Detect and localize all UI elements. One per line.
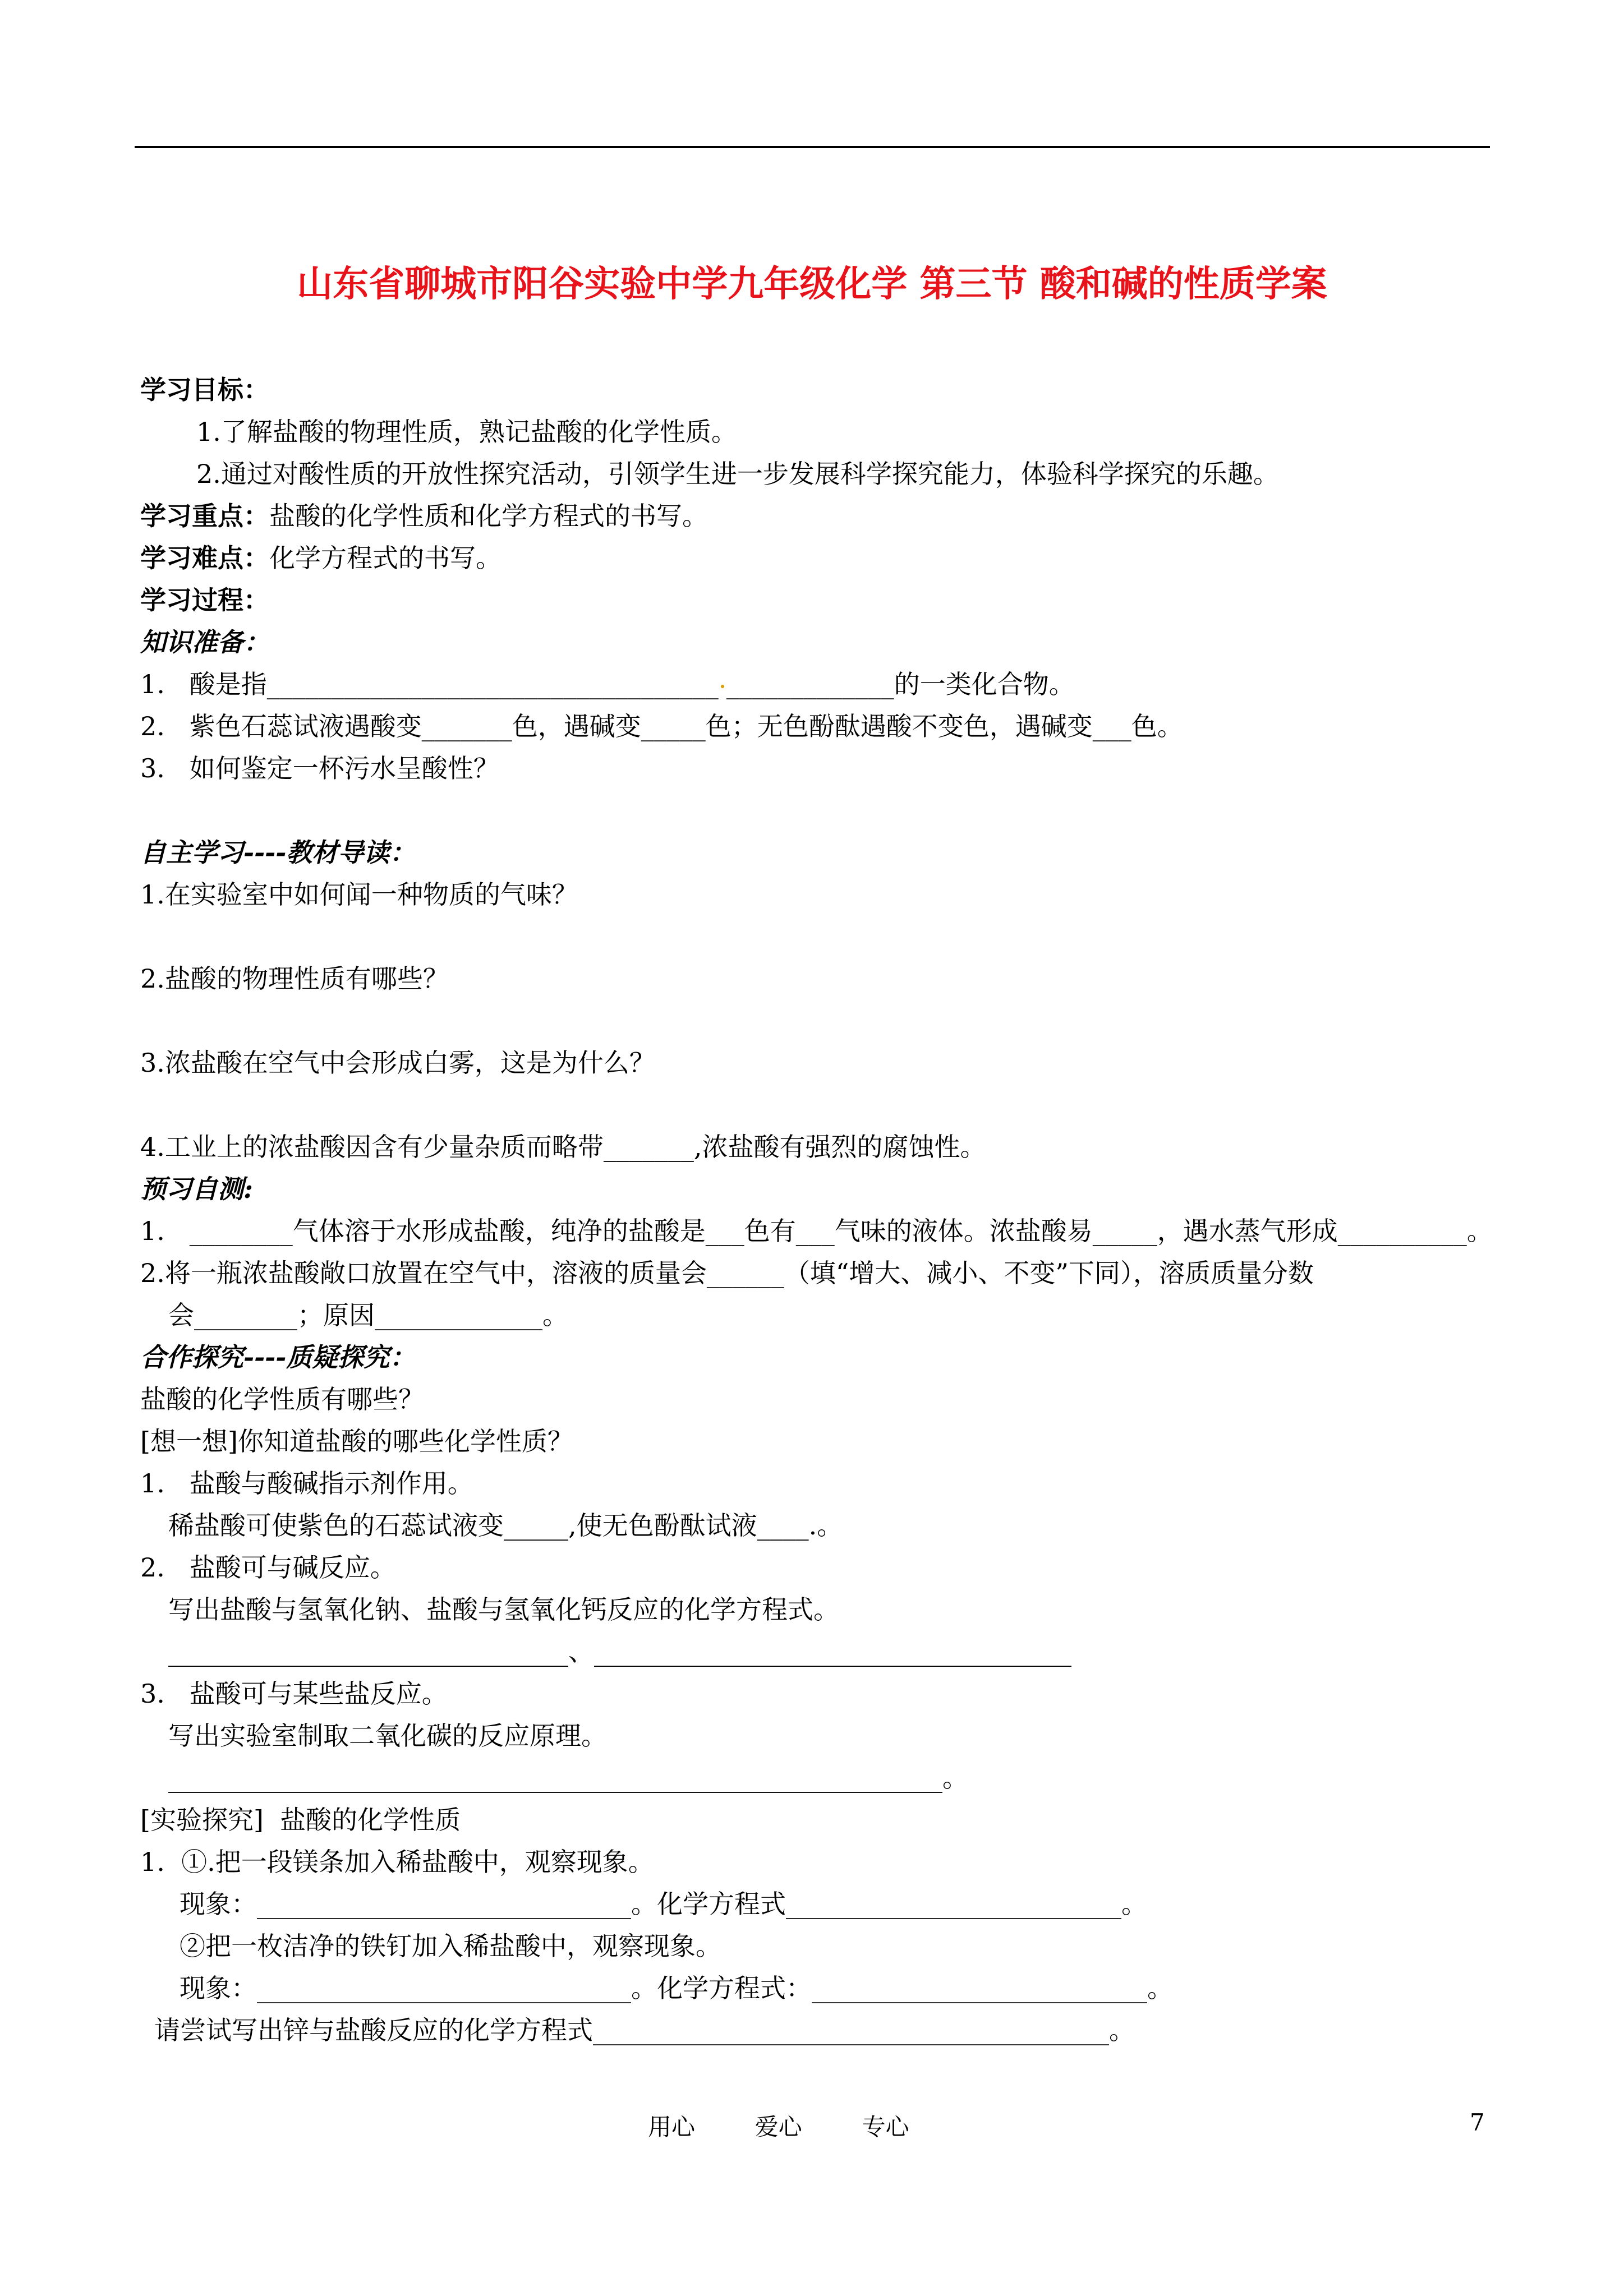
difficulty-line [140, 541, 502, 575]
chem-prop-2b: _______________________________、_____________________________________ [168, 1636, 1071, 1667]
goals-label: 学习目标： [140, 375, 269, 405]
self-2: 2.盐酸的物理性质有哪些？ [140, 963, 449, 994]
prep-3: 3. 如何鉴定一杯污水呈酸性？ [140, 753, 499, 783]
footer-motto: 用心 爱心 专心 [648, 2113, 909, 2141]
difficulty-text: 化学方程式的书写。 [269, 543, 502, 573]
difficulty-label: 学习难点： [140, 543, 269, 573]
prep-1-a: 1. 酸是指___________________________________ [140, 669, 719, 699]
self-3: 3.浓盐酸在空气中会形成白雾，这是为什么？ [140, 1048, 655, 1078]
preview-2b: 会________；原因_____________。 [168, 1300, 568, 1330]
chem-prop-3: 3. 盐酸可与某些盐反应。 [140, 1679, 448, 1709]
chem-prop-3a: 写出实验室制取二氧化碳的反应原理。 [168, 1721, 607, 1751]
preview-2a: 2.将一瓶浓盐酸敞口放置在空气中，溶液的质量会______（填“增大、减小、不变”下同），溶质质量分数 [140, 1258, 1314, 1288]
self-1: 1.在实验室中如何闻一种物质的气味？ [140, 879, 578, 910]
chem-prop-1a: 稀盐酸可使紫色的石蕊试液变_____,使无色酚酞试液____.。 [168, 1510, 843, 1541]
exp-1d: 请尝试写出锌与盐酸反应的化学方程式________________________________________。 [154, 2015, 1135, 2045]
chem-prop-2a: 写出盐酸与氢氧化钠、盐酸与氢氧化钙反应的化学方程式。 [168, 1594, 839, 1625]
self-4: 4.工业上的浓盐酸因含有少量杂质而略带_______,浓盐酸有强烈的腐蚀性。 [140, 1132, 986, 1162]
chem-prop-1: 1. 盐酸与酸碱指示剂作用。 [140, 1468, 473, 1499]
exp-1: 1. ①.把一段镁条加入稀盐酸中，观察现象。 [140, 1847, 654, 1877]
prep-2: 2. 紫色石蕊试液遇酸变_______色，遇碱变_____色；无色酚酞遇酸不变色，遇碱变___色。 [140, 711, 1183, 741]
think-line: [想一想]你知道盐酸的哪些化学性质？ [140, 1426, 573, 1456]
prep-1 [140, 667, 1075, 701]
focus-text: 盐酸的化学性质和化学方程式的书写。 [269, 501, 708, 531]
self-study-label: 自主学习----教材导读： [140, 837, 416, 868]
exp-1c: 现象：_____________________________。化学方程式：__________________________。 [180, 1973, 1173, 2003]
page-number: 7 [1470, 2109, 1485, 2136]
exp-1a: 现象：_____________________________。化学方程式__________________________。 [180, 1889, 1147, 1919]
prep-label: 知识准备： [140, 627, 269, 657]
experiment-label: [实验探究] 盐酸的化学性质 [140, 1805, 461, 1835]
chem-prop-3b: ____________________________________________________________。 [168, 1763, 968, 1793]
coop-question: 盐酸的化学性质有哪些？ [140, 1384, 424, 1414]
dot-mark [721, 685, 724, 688]
preview-label: 预习自测: [140, 1174, 253, 1204]
exp-1b: ②把一枚洁净的铁钉加入稀盐酸中，观察现象。 [180, 1931, 721, 1961]
process-label: 学习过程： [140, 585, 269, 615]
document-title: 山东省聊城市阳谷实验中学九年级化学 第三节 酸和碱的性质学案 [297, 264, 1327, 305]
goal-1: 1.了解盐酸的物理性质，熟记盐酸的化学性质。 [196, 417, 737, 447]
preview-1: 1. ________气体溶于水形成盐酸，纯净的盐酸是___色有___气味的液体。浓盐酸易_____，遇水蒸气形成__________。 [140, 1216, 1493, 1246]
chem-prop-2: 2. 盐酸可与碱反应。 [140, 1552, 396, 1583]
focus-line [140, 499, 708, 533]
focus-label: 学习重点： [140, 501, 269, 531]
header-rule [135, 146, 1490, 148]
coop-label: 合作探究----质疑探究： [140, 1342, 416, 1372]
goal-2: 2.通过对酸性质的开放性探究活动，引领学生进一步发展科学探究能力，体验科学探究的乐趣。 [196, 459, 1279, 489]
prep-1-b: _____________的一类化合物。 [726, 669, 1075, 699]
